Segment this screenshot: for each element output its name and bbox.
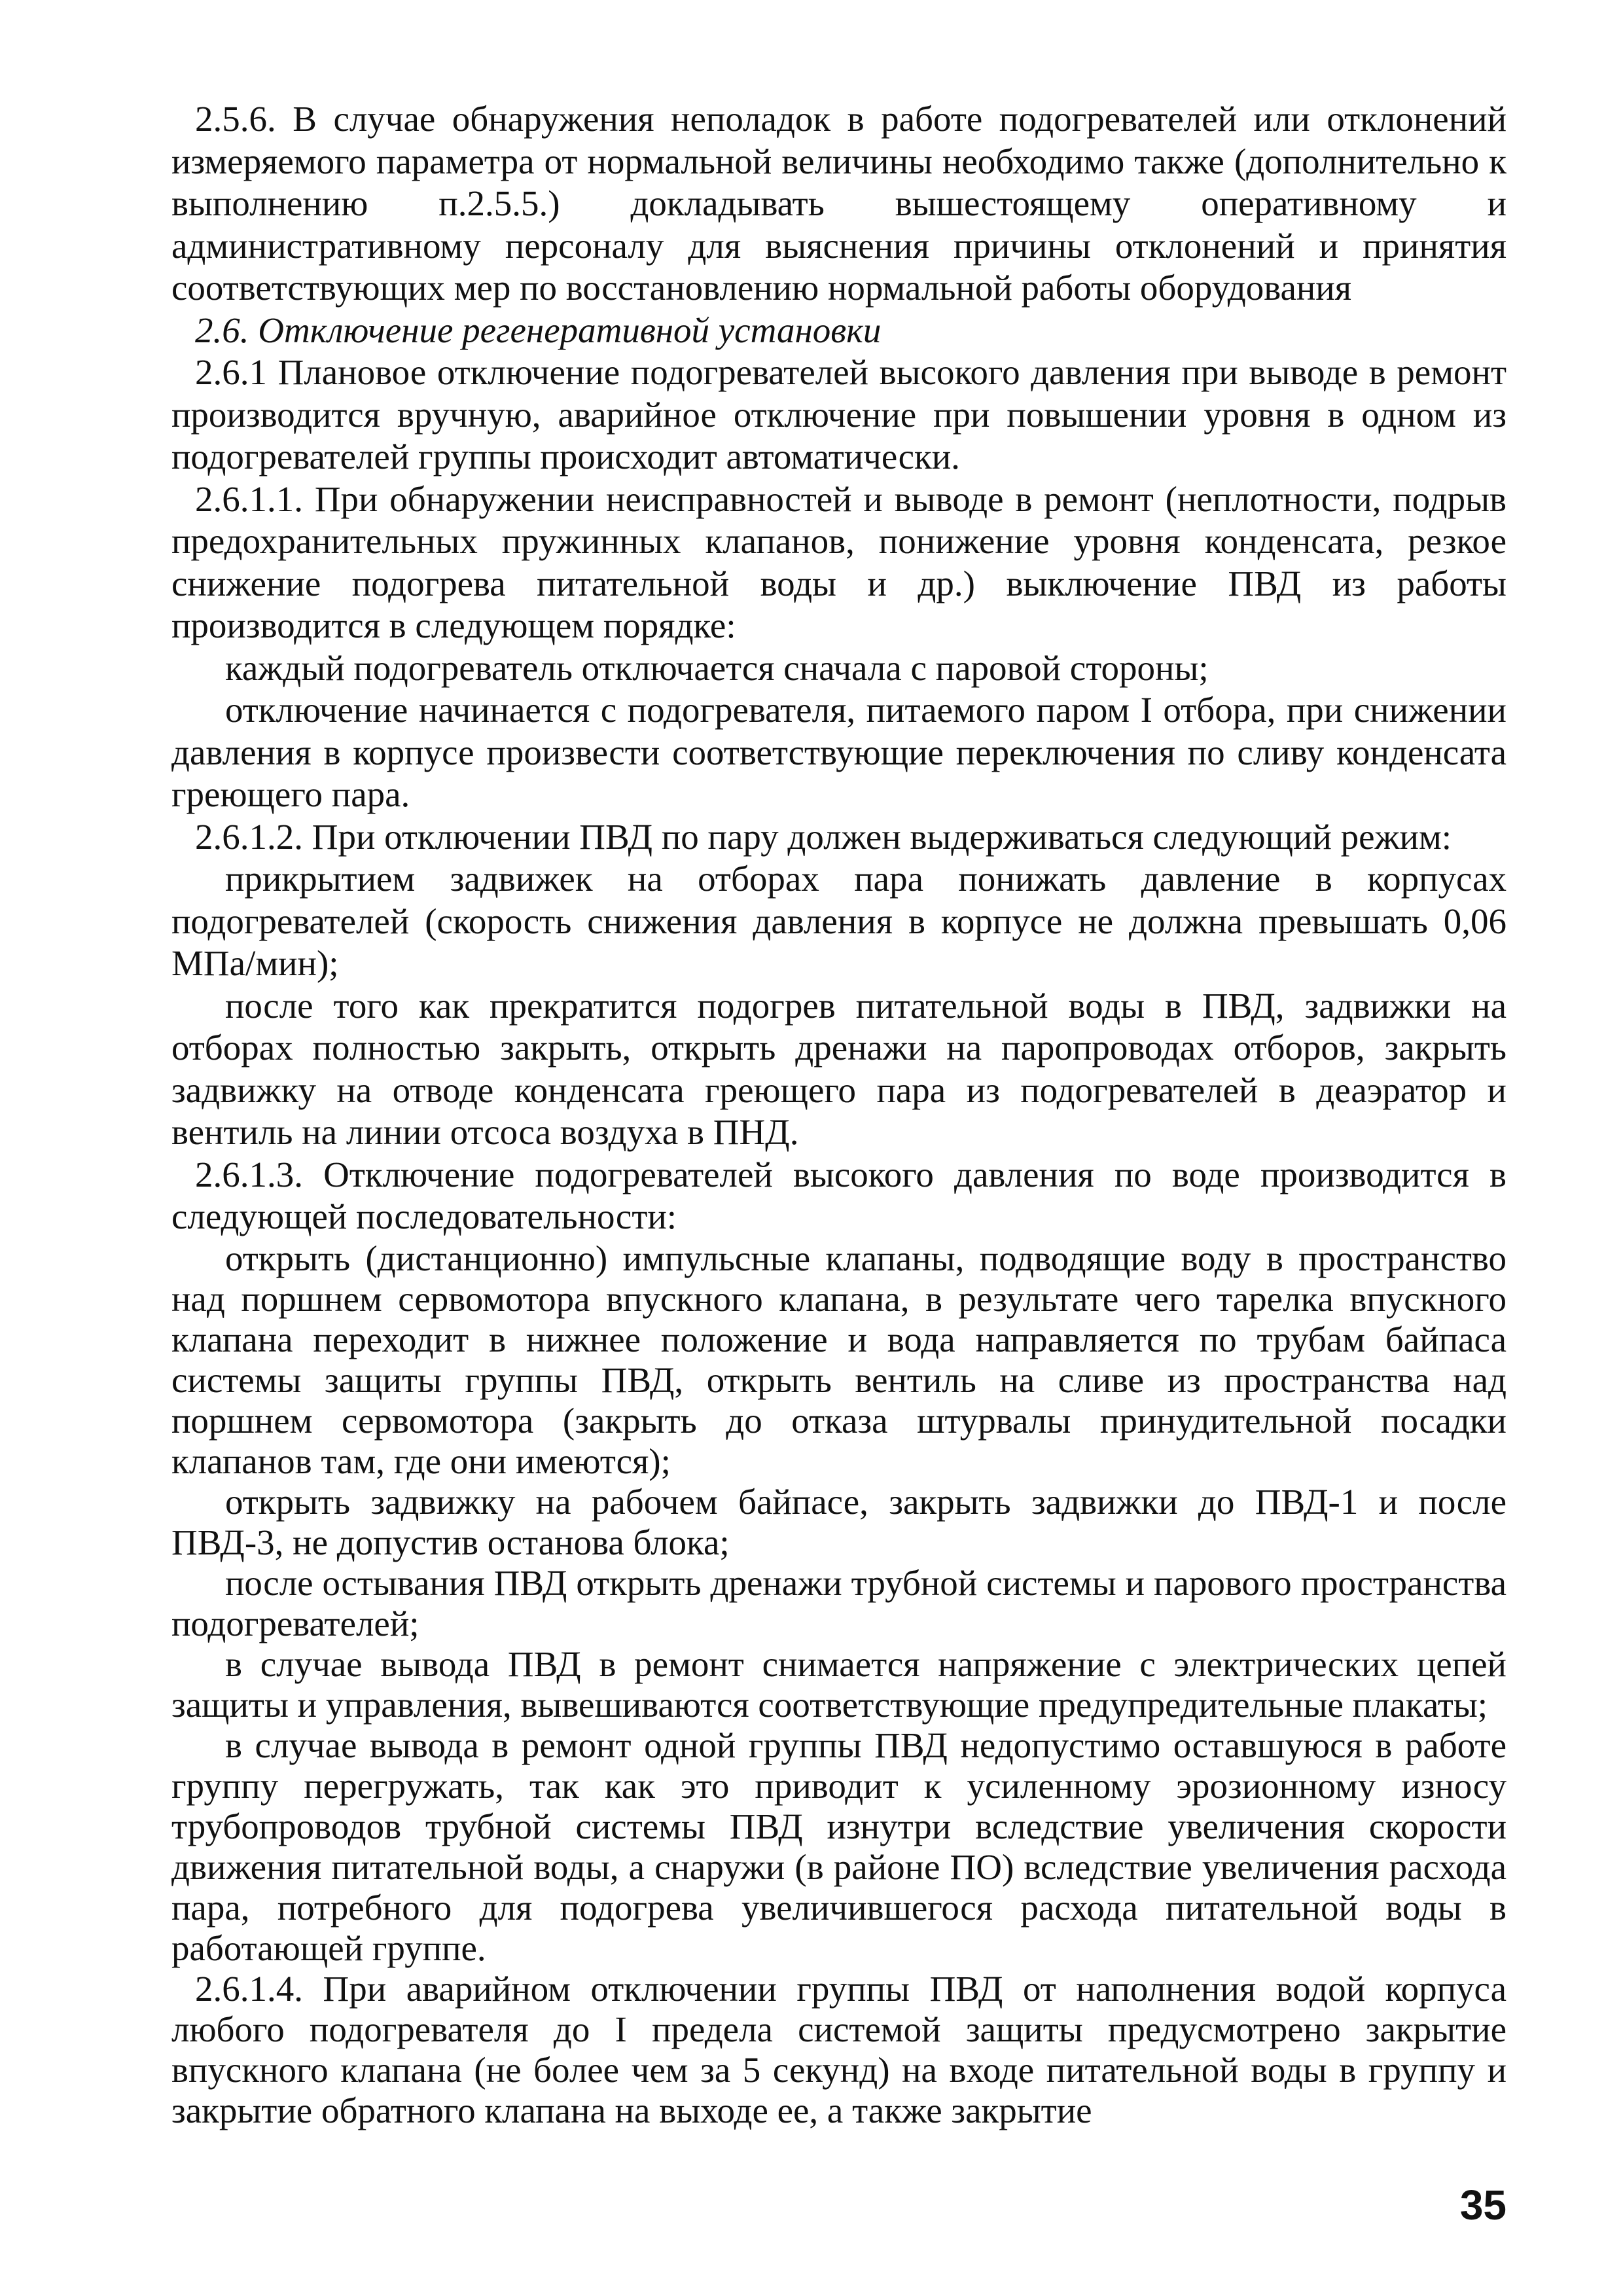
list-item: каждый подогреватель отключается сначала с паровой стороны; bbox=[225, 647, 1209, 688]
list-item: открыть задвижку на рабочем байпасе, закрыть задвижки до ПВД-1 и после ПВД-3, не допустив останова блока; bbox=[171, 1481, 1507, 1562]
section-heading-2-6: 2.6. Отключение регенеративной установки bbox=[195, 310, 882, 350]
paragraph-2-6-1-1: 2.6.1.1. При обнаружении неисправностей и выводе в ремонт (неплотности, подрыв предохранительных пружинных клапанов, понижение уровня конденсата, резкое снижение подогрева питательной воды и др.) выключение ПВД из работы производится в следующем порядке: bbox=[171, 478, 1507, 645]
paragraph-2-5-6: 2.5.6. В случае обнаружения неполадок в работе подогревателей или отклонений измеряемого параметра от нормальной величины необходимо также (дополнительно к выполнению п.2.5.5.) докладывать вышестоящему оперативному и административному персоналу для выяснения причины отклонений и принятия соответствующих мер по восстановлению нормальной работы оборудования bbox=[171, 99, 1507, 308]
paragraph-2-6-1-2: 2.6.1.2. При отключении ПВД по пару должен выдерживаться следующий режим: bbox=[195, 816, 1452, 857]
list-item: после того как прекратится подогрев питательной воды в ПВД, задвижки на отборах полностью закрыть, открыть дренажи на паропроводах отборов, закрыть задвижку на отводе конденсата греющего пара из подогревателей в деаэратор и вентиль на линии отсоса воздуха в ПНД. bbox=[171, 985, 1507, 1152]
list-item: в случае вывода ПВД в ремонт снимается напряжение с электрических цепей защиты и управления, вывешиваются соответствующие предупредительные плакаты; bbox=[171, 1643, 1507, 1725]
list-item: отключение начинается с подогревателя, питаемого паром I отбора, при снижении давления в корпусе произвести соответствующие переключения по сливу конденсата греющего пара. bbox=[171, 690, 1507, 814]
list-item: после остывания ПВД открыть дренажи трубной системы и парового пространства подогревателей; bbox=[171, 1562, 1507, 1643]
paragraph-2-6-1-4: 2.6.1.4. При аварийном отключении группы ПВД от наполнения водой корпуса любого подогревателя до I предела системой защиты предусмотрено закрытие впускного клапана (не более чем за 5 секунд) на входе питательной воды в группу и закрытие обратного клапана на выходе ее, а также закрытие bbox=[171, 1968, 1507, 2130]
list-item: прикрытием задвижек на отборах пара понижать давление в корпусах подогревателей (скорость снижения давления в корпусе не должна превышать 0,06 МПа/мин); bbox=[171, 859, 1507, 983]
page-body bbox=[171, 98, 1507, 2131]
paragraph-2-6-1-3: 2.6.1.3. Отключение подогревателей высокого давления по воде производится в следующей последовательности: bbox=[171, 1154, 1507, 1236]
paragraph-2-6-1: 2.6.1 Плановое отключение подогревателей высокого давления при выводе в ремонт производится вручную, аварийное отключение при повышении уровня в одном из подогревателей группы происходит автоматически. bbox=[171, 352, 1507, 476]
list-item: в случае вывода в ремонт одной группы ПВД недопустимо оставшуюся в работе группу перегружать, так как это приводит к усиленному эрозионному износу трубопроводов трубной системы ПВД изнутри вследствие увеличения скорости движения питательной воды, а снаружи (в районе ПО) вследствие увеличения расхода пара, потребного для подогрева увеличившегося расхода питательной воды в работающей группе. bbox=[171, 1725, 1507, 1968]
page-number: 35 bbox=[1459, 2181, 1507, 2229]
list-item: открыть (дистанционно) импульсные клапаны, подводящие воду в пространство над поршнем сервомотора впускного клапана, в результате чего тарелка впускного клапана переходит в нижнее положение и вода направляется по трубам байпаса системы защиты группы ПВД, открыть вентиль на сливе из пространства над поршнем сервомотора (закрыть до отказа штурвалы принудительной посадки клапанов там, где они имеются); bbox=[171, 1238, 1507, 1481]
